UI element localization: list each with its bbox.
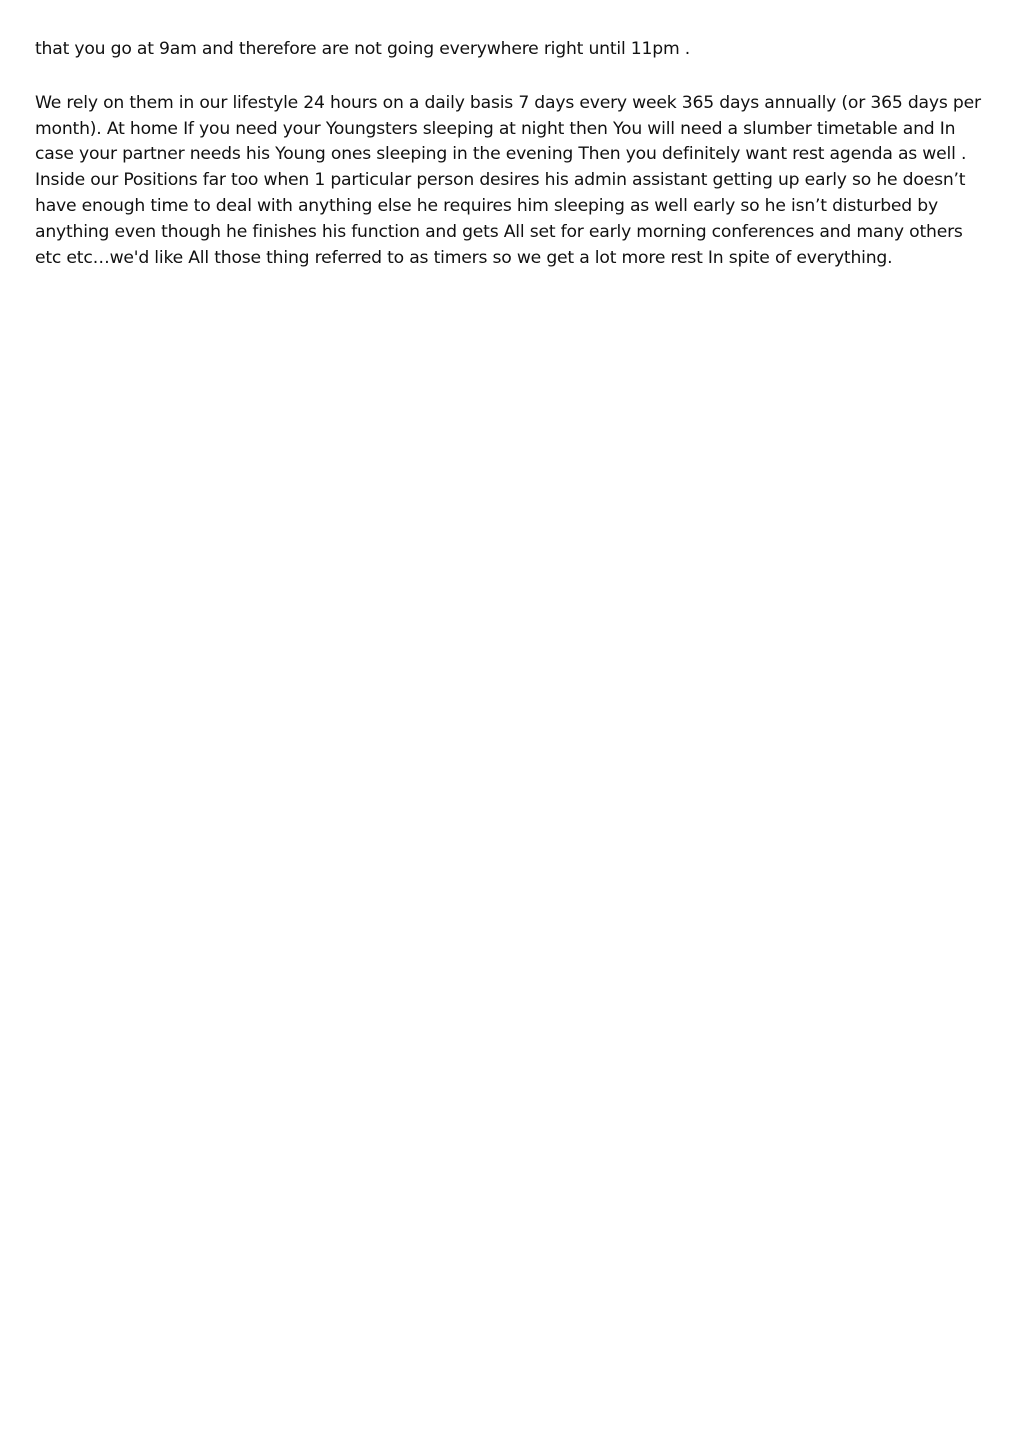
paragraph: We rely on them in our lifestyle 24 hours on a daily basis 7 days every week 365 days annually (or 365 days per month). At home If you need your Youngsters sleeping at night then You will need a slumber timetable and In case your partner needs his Young ones sleeping in the evening Then you definitely want rest agenda as well . Inside our Positions far too when 1 particular person desires his admin assistant getting up early so he doesn’t have enough time to deal with anything else he requires him sleeping as well early so he isn’t disturbed by anything even though he finishes his function and gets All set for early morning conferences and many others etc etc…we'd like All those thing referred to as timers so we get a lot more rest In spite of everything. [35,92,981,268]
document-body [35,37,990,271]
paragraph: that you go at 9am and therefore are not going everywhere right until 11pm . [35,39,691,59]
